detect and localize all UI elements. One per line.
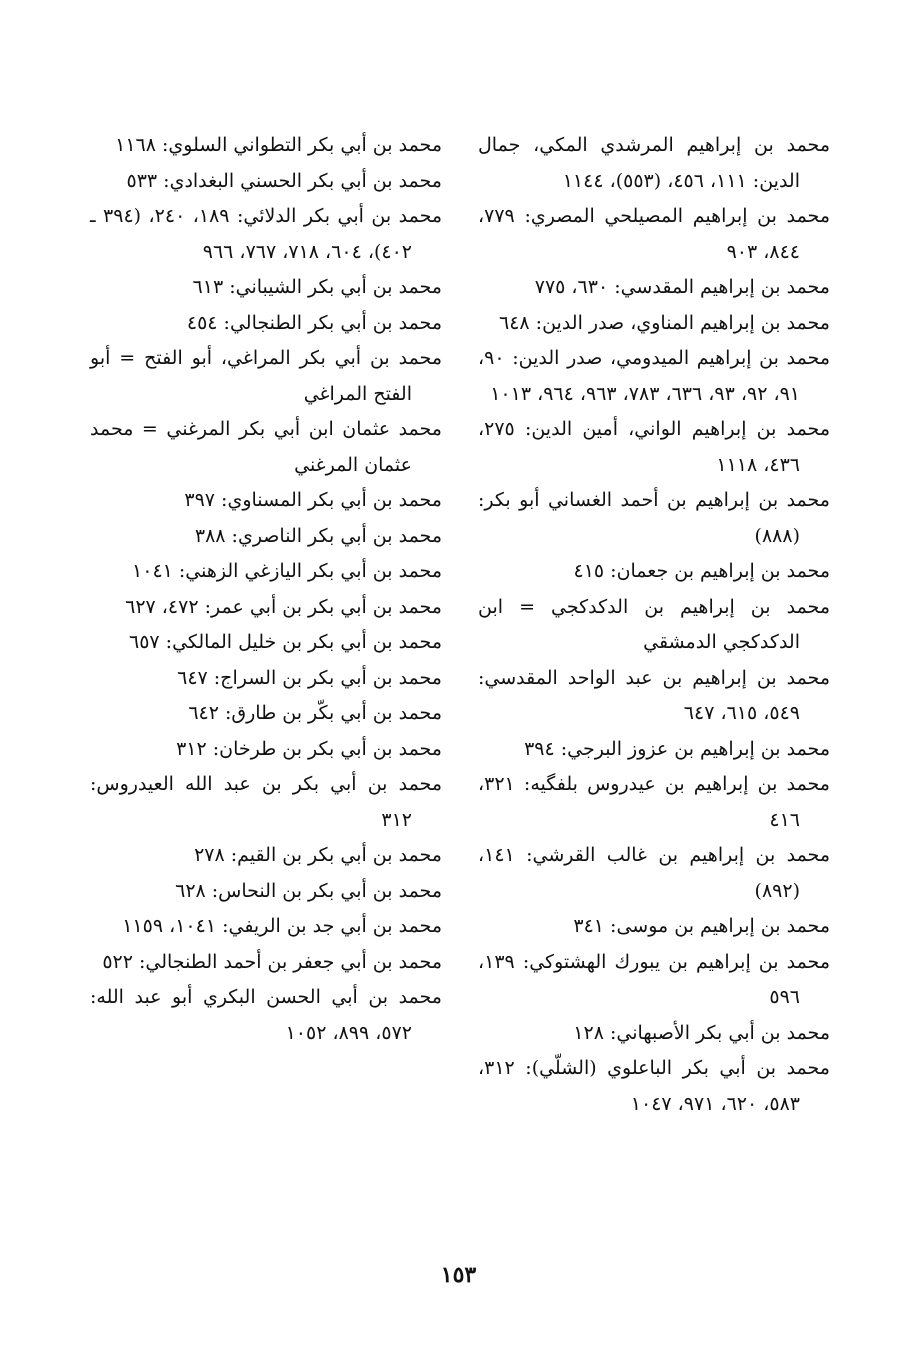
index-entry: محمد بن أبي بكر المسناوي: ٣٩٧ [184,489,442,511]
page-number: ١٥٣ [440,1262,477,1288]
index-entry: محمد بن إبراهيم المناوي، صدر الدين: ٦٤٨ [499,311,830,334]
index-entry: محمد بن أبي الحسن البكري أبو عبد الله: ٥٧٢، ٨٩٩، ١٠٥٢ [90,986,442,1044]
index-entry: محمد بن إبراهيم الواني، أمين الدين: ٢٧٥، ٤٣٦، ١١١٨ [478,418,830,476]
index-entry: محمد بن أبي بكر الناصري: ٣٨٨ [194,524,442,547]
index-column-left [90,128,442,1122]
index-entry: محمد بن أبي بكر الباعلوي (الشلّي): ٣١٢، ٥٨٣، ٦٢٠، ٩٧١، ١٠٤٧ [478,1057,830,1115]
index-entry: محمد بن أبي بكر الطنجالي: ٤٥٤ [186,311,442,334]
index-entry: محمد بن إبراهيم المرشدي المكي، جمال الدين: ١١١، ٤٥٦، (٥٥٣)، ١١٤٤ [478,134,830,192]
index-entry: محمد بن إبراهيم بن عزوز البرجي: ٣٩٤ [524,737,830,760]
index-entry: محمد بن أبي بكر المراغي، أبو الفتح = أبو الفتح المراغي [90,347,442,405]
index-entry: محمد بن أبي جد بن الريفي: ١٠٤١، ١١٥٩ [122,915,442,937]
index-entry: محمد عثمان ابن أبي بكر المرغني = محمد عثمان المرغني [90,418,442,476]
index-entry: محمد بن إبراهيم بن أحمد الغساني أبو بكر: (٨٨٨) [478,489,830,547]
index-entry: محمد بن أبي بكر بن أبي عمر: ٤٧٢، ٦٢٧ [125,595,442,618]
index-entry: محمد بن أبي بكر بن النحاس: ٦٢٨ [175,879,442,902]
index-entry: محمد بن أبي بكر الشيباني: ٦١٣ [192,276,442,298]
index-entry: محمد بن أبي بكّر بن طارق: ٦٤٢ [188,702,442,724]
index-entry: محمد بن إبراهيم بن الدكدكجي = ابن الدكدكجي الدمشقي [478,595,830,653]
index-entry: محمد بن أبي بكر التطواني السلوي: ١١٦٨ [115,134,442,156]
index-entry: محمد بن أبي بكر الدلائي: ١٨٩، ٢٤٠، (٣٩٤ ـ ٤٠٢)، ٦٠٤، ٧١٨، ٧٦٧، ٩٦٦ [90,205,443,263]
index-entry: محمد بن إبراهيم بن عيدروس بلفگيه: ٣٢١، ٤١٦ [478,773,830,831]
index-entry: محمد بن أبي بكر بن عبد الله العيدروس: ٣١٢ [90,773,442,831]
index-entry: محمد بن أبي بكر بن السراج: ٦٤٧ [177,666,442,689]
index-entry: محمد بن إبراهيم بن عبد الواحد المقدسي: ٥٤٩، ٦١٥، ٦٤٧ [478,666,830,724]
index-columns [90,128,830,1122]
index-entry: محمد بن أبي بكر الحسني البغدادي: ٥٣٣ [126,169,442,192]
index-entry: محمد بن إبراهيم المصيلحي المصري: ٧٧٩، ٨٤٤، ٩٠٣ [478,205,830,263]
index-entry: محمد بن إبراهيم بن يبورك الهشتوكي: ١٣٩، ٥٩٦ [478,950,830,1008]
index-entry: محمد بن إبراهيم بن جعمان: ٤١٥ [573,560,830,582]
index-entry: محمد بن أبي بكر بن القيم: ٢٧٨ [194,844,442,866]
index-entry: محمد بن إبراهيم الميدومي، صدر الدين: ٩٠، ٩١، ٩٢، ٩٣، ٦٣٦، ٧٨٣، ٩٦٣، ٩٦٤، ١٠١٣ [478,347,830,405]
index-column-right [478,128,830,1122]
index-entry: محمد بن إبراهيم المقدسي: ٦٣٠، ٧٧٥ [534,276,830,298]
index-entry: محمد بن أبي بكر الأصبهاني: ١٢٨ [573,1021,830,1044]
index-entry: محمد بن أبي بكر بن طرخان: ٣١٢ [176,737,442,760]
index-entry: محمد بن إبراهيم بن غالب القرشي: ١٤١، (٨٩٢) [478,844,830,902]
index-entry: محمد بن أبي جعفر بن أحمد الطنجالي: ٥٢٢ [102,950,442,973]
index-entry: محمد بن أبي بكر بن خليل المالكي: ٦٥٧ [129,631,442,653]
index-entry: محمد بن إبراهيم بن موسى: ٣٤١ [573,915,830,937]
index-entry: محمد بن أبي بكر اليازغي الزهني: ١٠٤١ [132,560,442,582]
